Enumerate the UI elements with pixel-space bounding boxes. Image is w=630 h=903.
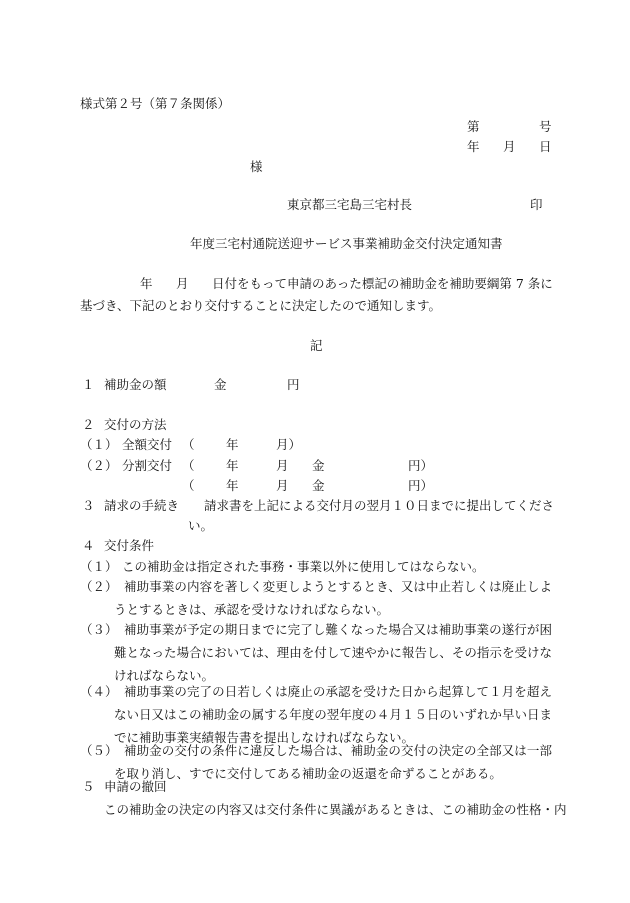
method-split-number: （２） <box>80 458 118 473</box>
method-split-kin: 金 <box>312 458 325 473</box>
intro-line2: 基づき、下記のとおり交付することに決定したので通知します。 <box>80 298 442 313</box>
seal-mark: 印 <box>530 197 543 212</box>
method-split2-open: （ <box>182 478 195 493</box>
addressee-suffix: 様 <box>250 159 263 174</box>
claim-text-line1: 請求書を上記による交付月の翌月１０日までに提出してくださ <box>204 498 555 513</box>
method-lump-number: （１） <box>80 437 118 452</box>
condition-5-number: （５） <box>80 743 118 758</box>
intro-month: 月 <box>176 276 189 291</box>
section-5-label: 申請の撤回 <box>104 779 167 794</box>
date-month: 月 <box>503 139 516 154</box>
method-split-month: 月 <box>276 458 289 473</box>
method-split-year: 年 <box>226 458 239 473</box>
method-lump-open: （ <box>182 437 195 452</box>
method-split-label: 分割交付 <box>122 458 173 473</box>
section-2-number: ２ <box>82 417 95 432</box>
condition-5-text: 補助金の交付の条件に違反した場合は、補助金の交付の決定の全部又は一部を取り消し、すでに交付してある補助金の返還を命ずることがある。 <box>114 743 552 781</box>
form-number: 様式第２号（第７条関係） <box>80 96 231 111</box>
number-go: 号 <box>539 119 552 134</box>
section-1-number: １ <box>82 377 95 392</box>
issuer: 東京都三宅島三宅村長 <box>287 197 413 212</box>
document-title: 年度三宅村通院送迎サービス事業補助金交付決定通知書 <box>190 236 503 251</box>
method-split-yen: 円） <box>408 458 434 473</box>
condition-2-text: 補助事業の内容を著しく変更しようとするとき、又は中止若しくは廃止しようとするときは、承認を受けなければならない。 <box>114 579 552 617</box>
date-year: 年 <box>467 139 480 154</box>
condition-4-number: （４） <box>80 684 118 699</box>
claim-text-line2: い。 <box>188 518 214 533</box>
method-lump-month: 月） <box>276 437 302 452</box>
section-3-number: ３ <box>82 498 95 513</box>
method-lump-year: 年 <box>226 437 239 452</box>
section-1-label: 補助金の額 <box>104 377 167 392</box>
method-split2-kin: 金 <box>312 478 325 493</box>
intro-year: 年 <box>140 276 153 291</box>
condition-1-text: この補助金は指定された事務・事業以外に使用してはならない。 <box>122 559 485 574</box>
method-split2-month: 月 <box>276 478 289 493</box>
section-5-number: ５ <box>82 779 95 794</box>
section-4-label: 交付条件 <box>104 538 155 553</box>
amount-yen: 円 <box>287 377 300 392</box>
method-split2-yen: 円） <box>408 478 434 493</box>
ki-heading: 記 <box>310 338 323 353</box>
section-2-label: 交付の方法 <box>104 417 167 432</box>
condition-2-number: （２） <box>80 579 118 594</box>
amount-kin: 金 <box>214 377 227 392</box>
method-lump-label: 全額交付 <box>122 437 173 452</box>
date-day: 日 <box>539 139 552 154</box>
condition-1-number: （１） <box>80 559 118 574</box>
condition-3-text: 補助事業が予定の期日までに完了し難くなった場合又は補助事業の遂行が困難となった場合においては、理由を付して速やかに報告し、その指示を受けなければならない。 <box>114 622 552 683</box>
section-3-label: 請求の手続き <box>104 498 180 513</box>
section-4-number: ４ <box>82 538 95 553</box>
method-split-open: （ <box>182 458 195 473</box>
condition-3-number: （３） <box>80 622 118 637</box>
condition-4-text: 補助事業の完了の日若しくは廃止の承認を受けた日から起算して１月を超えない日又はこの補助金の属する年度の翌年度の４月１５日のいずれか早い日までに補助事業実績報告書を提出しなければならない。 <box>114 684 552 745</box>
intro-line1: 日付をもって申請のあった標記の補助金を補助要綱第 7 条に <box>212 276 553 291</box>
method-split2-year: 年 <box>226 478 239 493</box>
withdraw-text: この補助金の決定の内容又は交付条件に異議があるときは、この補助金の性格・内 <box>104 802 567 817</box>
number-dai: 第 <box>467 119 480 134</box>
